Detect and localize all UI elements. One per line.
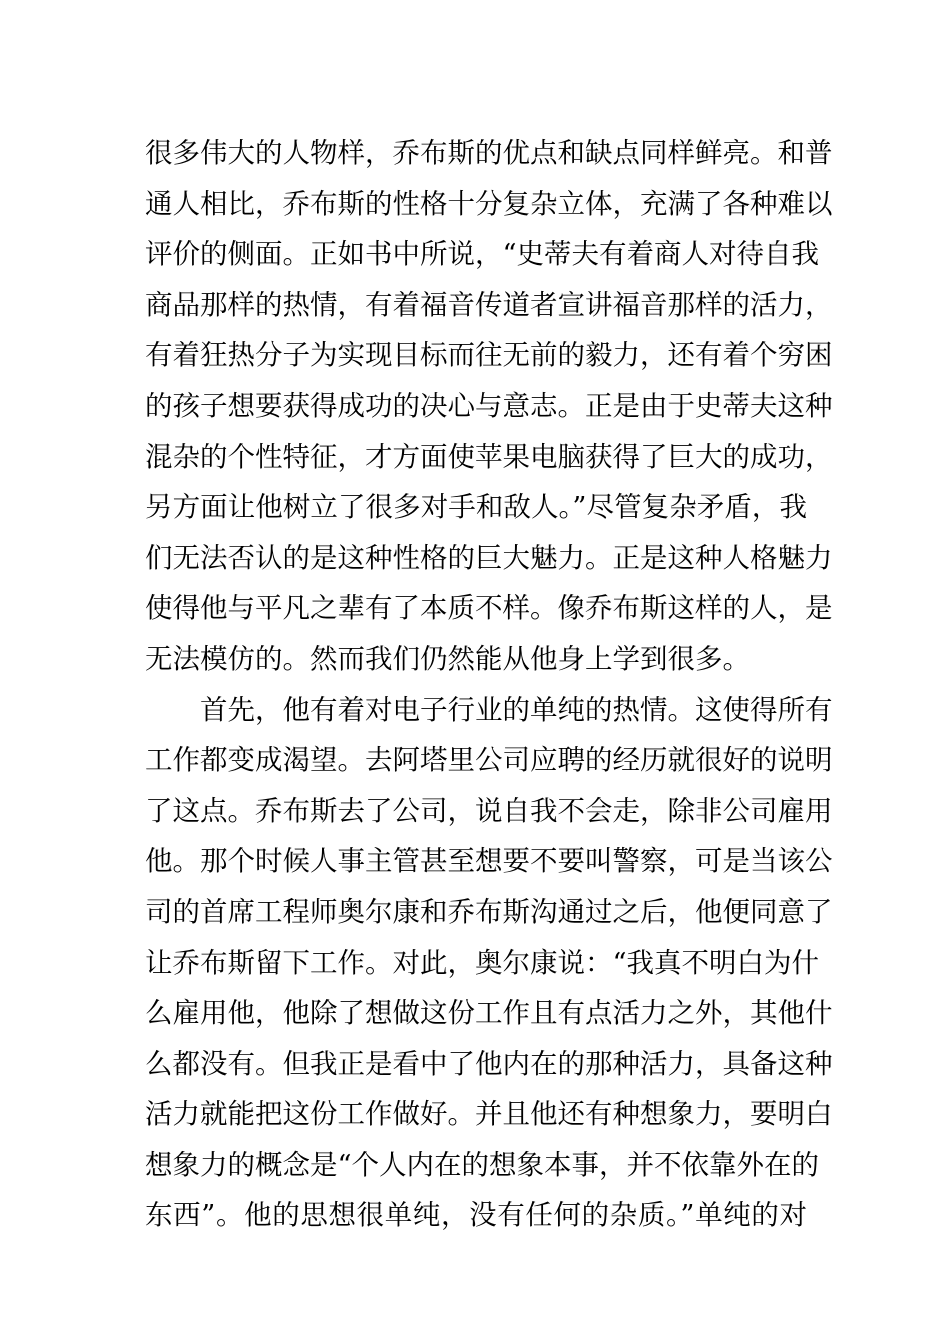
text-line: 另方面让他树立了很多对手和敌人。”尽管复杂矛盾，我 [145, 491, 807, 524]
text-line: 工作都变成渴望。去阿塔里公司应聘的经历就很好的说明 [145, 744, 833, 777]
text-line: 通人相比，乔布斯的性格十分复杂立体，充满了各种难以 [145, 187, 833, 220]
text-line: 让乔布斯留下工作。对此，奥尔康说：“我真不明白为什 [145, 946, 820, 979]
text-line: 想象力的概念是“个人内在的想象本事，并不依靠外在的 [145, 1148, 820, 1181]
text-line: 无法模仿的。然而我们仍然能从他身上学到很多。 [145, 642, 750, 675]
text-line: 有着狂热分子为实现目标而往无前的毅力，还有着个穷困 [145, 339, 833, 372]
text-line: 么都没有。但我正是看中了他内在的那种活力，具备这种 [145, 1047, 833, 1080]
text-line: 很多伟大的人物样，乔布斯的优点和缺点同样鲜亮。和普 [145, 137, 833, 169]
text-line: 的孩子想要获得成功的决心与意志。正是由于史蒂夫这种 [145, 389, 833, 422]
text-line: 混杂的个性特征，才方面使苹果电脑获得了巨大的成功， [145, 440, 833, 473]
text-line: 使得他与平凡之辈有了本质不样。像乔布斯这样的人，是 [145, 592, 833, 625]
text-line: 了这点。乔布斯去了公司，说自我不会走，除非公司雇用 [145, 794, 833, 827]
text-line: 么雇用他，他除了想做这份工作且有点活力之外，其他什 [145, 997, 833, 1030]
body-text [145, 128, 833, 1241]
paragraph-first-line: 首先，他有着对电子行业的单纯的热情。这使得所有 [200, 693, 833, 726]
text-line: 他。那个时候人事主管甚至想要不要叫警察，可是当该公 [145, 845, 833, 878]
text-line: 司的首席工程师奥尔康和乔布斯沟通过之后，他便同意了 [145, 895, 833, 928]
text-line: 们无法否认的是这种性格的巨大魅力。正是这种人格魅力 [145, 541, 833, 574]
text-line: 东西”。他的思想很单纯，没有任何的杂质。”单纯的对 [145, 1199, 807, 1232]
text-line: 商品那样的热情，有着福音传道者宣讲福音那样的活力， [145, 288, 833, 321]
text-line: 活力就能把这份工作做好。并且他还有种想象力，要明白 [145, 1098, 833, 1131]
text-line: 评价的侧面。正如书中所说，“史蒂夫有着商人对待自我 [145, 238, 820, 271]
